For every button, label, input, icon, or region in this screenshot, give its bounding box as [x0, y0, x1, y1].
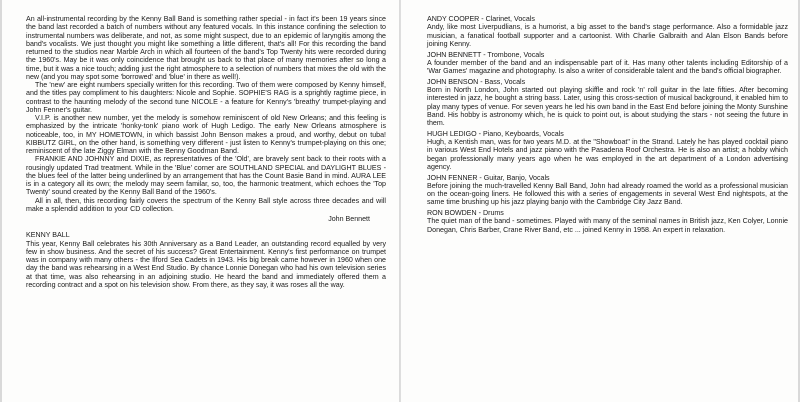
- member-bio: Hugh, a Kentish man, was for two years M.D. at the "Showboat" in the Strand. Lately he has played cocktail piano in various West End Hotels and jazz piano with the Pasadena Roof Orchestra. He is also an artist; a hobby which began professionally many years ago when he was employed in the art department of a London advertising agency.: [427, 138, 788, 171]
- intro-paragraph-3: V.I.P. is another new number, yet the melody is somehow reminiscent of old New Orleans; and this feeling is emphasized by the intricate 'honky-tonk' piano work of Hugh Ledigo. The early New Orleans atmosphere is noticeable, too, in MY HOMETOWN, in which bassist John Benson makes a proud, and worthy, debut on tuba! KIBBUTZ GIRL, on the other hand, is something very different - just listen to Kenny's trumpet-playing on this one; reminiscent of the late Ziggy Elman with the Benny Goodman Band.: [26, 114, 386, 155]
- author-signature: John Bennett: [328, 215, 370, 223]
- member-entry: [427, 174, 788, 207]
- member-bio: Before joining the much-travelled Kenny Ball Band, John had already roamed the world as a professional musician on the ocean-going liners. He followed this with a series of engagements in several West End nightspots, at the same time brushing up his jazz playing banjo with the Cambridge City Jazz Band.: [427, 181, 788, 207]
- member-entry: [427, 78, 788, 128]
- intro-paragraph-5: All in all, then, this recording fairly covers the spectrum of the Kenny Ball style across three decades and will make a splendid addition to your CD collection.: [26, 196, 386, 213]
- member-entry: [427, 15, 788, 48]
- member-entry: [427, 130, 788, 171]
- member-bio: Born in North London, John started out playing skiffle and rock 'n' roll guitar in the late fifties. After becoming interested in jazz, he bought a string bass. Later, using this cross-section of musical background, it enabled him to play many types of venue. For seven years he led his own band in the East End before joining the Monty Sunshine Band. His hobby is astronomy which, he is quick to point out, is about studying the stars - not seeing the future in them.: [427, 86, 788, 127]
- bio-heading: KENNY BALL: [26, 231, 70, 240]
- intro-paragraph-4: FRANKIE AND JOHNNY and DIXIE, as representatives of the 'Old', are bravely sent back to their roots with a rousingly updated Trad treatment. While in the 'Blue' corner are SOUTHLAND SPECIAL and DAYLIGHT BLUES - the blues feel of the latter being underlined by an arrangement that has the Count Basie Band in mind. AURA LEE is in a category all its own; the melody may seem familar, so, too, the harmonic treatment, which echoes the 'Top Twenty' sound created by the Kenny Ball Band of the 1960's.: [26, 155, 386, 197]
- member-role: JOHN BENSON - Bass, Vocals: [427, 77, 526, 86]
- intro-paragraph-1: An all-instrumental recording by the Kenny Ball Band is something rather special - in fact it's been 19 years since the band last recorded a batch of numbers without any featured vocals. In this instance confining the selection to instrumental numbers was deliberate, and not, as some might suspect, due to an epidemic of laryngitis among the band's vocalists. We just thought you might like something a little different, that's all! For this recording the band returned to the studios near Marble Arch in which all fourteen of the band's Top Twenty hits were recorded during the 1960's. May be it was only coincidence that brought us back to that place of many memories after so long a time, but it was a nice touch; adding just the right atmosphere to a selection of numbers that mixes the old with the new (and you may spot some 'borrowed' and 'blue' in there as well!).: [26, 15, 386, 81]
- member-entry: [427, 51, 788, 76]
- member-role: HUGH LEDIGO - Piano, Keyboards, Vocals: [427, 129, 564, 138]
- member-bio: Andy, like most Liverpudlians, is a humorist, a big asset to the band's stage performance. Also a formidable jazz musician, a fanatical football supporter and a cartoonist. With Charlie Galbraith and Alan Elson Bands before joining Kenny.: [427, 23, 788, 48]
- intro-paragraph-2: The 'new' are eight numbers specially written for this recording. Two of them were composed by Kenny himself, and the titles pay compliment to his daughters: Nicole and Sophie. SOPHIE'S RAG is a sprightly ragtime piece, in contrast to the haunting melody of the second tune NICOLE - a feature for Kenny's 'breathy' trumpet-playing and John Fenner's guitar.: [26, 81, 386, 114]
- member-bio: The quiet man of the band - sometimes. Played with many of the seminal names in British jazz, Ken Colyer, Lonnie Donegan, Chris Barber, Crane River Band, etc ... joined Kenny in 1958. An expert in relaxation.: [427, 217, 788, 234]
- member-entry: [427, 209, 788, 234]
- bio-text: This year, Kenny Ball celebrates his 30th Anniversary as a Band Leader, an outstanding record equalled by very few in show business. And the secret of his success? Great Entertainment. Kenny's first performance on trumpet was in company with many others - the Ilford Sea Cadets in 1943. His big break came however in 1960 when one day the band was rehearsing in a West End Studio. By chance Lonnie Donegan who had his own television series at that time, was also rehearsing in an adjoining studio. He heard the band and immediately offered them a recording contract and a spot on his television show. From there, as they say, it was roses all the way.: [26, 239, 386, 289]
- member-role: JOHN FENNER - Guitar, Banjo, Vocals: [427, 173, 550, 182]
- member-role: ANDY COOPER - Clarinet, Vocals: [427, 15, 535, 23]
- member-role: RON BOWDEN - Drums: [427, 209, 504, 217]
- right-page: [400, 0, 800, 402]
- member-bio: A founder member of the band and an indispensable part of it. Has many other talents including Editorship of a 'War Games' magazine and photography. Is also a writer of considerable talent and the band's official biographer.: [427, 58, 788, 75]
- member-role: JOHN BENNETT - Trombone, Vocals: [427, 50, 545, 59]
